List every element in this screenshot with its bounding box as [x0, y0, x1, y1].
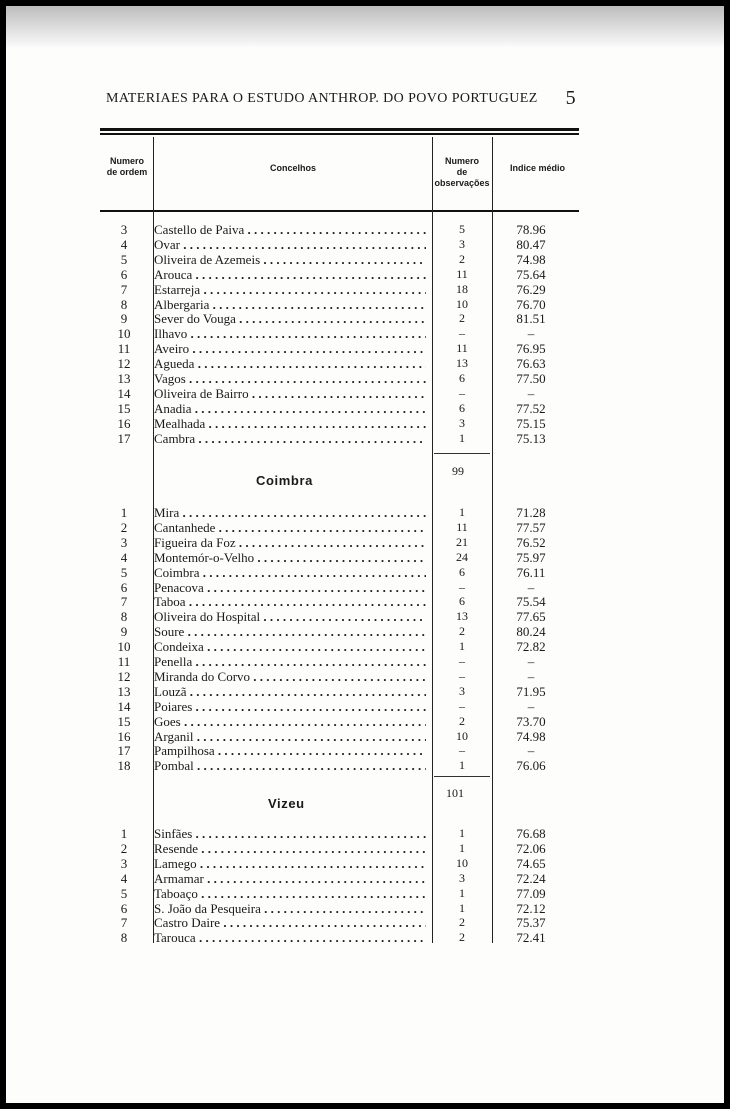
- observations-count: 2: [459, 624, 465, 639]
- row-number: 13: [117, 371, 131, 386]
- concelho-name: Oliveira de Azemeis . . .: [154, 252, 426, 267]
- row-number: 2: [120, 840, 128, 856]
- concelho-name: Ovar . . .: [154, 237, 426, 252]
- subtotal-rule: [434, 453, 490, 454]
- row-number: 5: [120, 251, 128, 267]
- mean-index: –: [527, 654, 535, 669]
- row-number: 4: [120, 236, 128, 252]
- table-top-rule: [100, 128, 579, 131]
- table-row: [100, 252, 579, 267]
- concelho-name: Cantanhede . . .: [154, 520, 426, 535]
- table-row: [100, 639, 579, 654]
- table-row: [100, 505, 579, 520]
- concelho-name: Pampilhosa . . .: [154, 743, 426, 758]
- mean-index: 80.47: [516, 236, 546, 252]
- mean-index: 75.97: [516, 549, 546, 565]
- table-row: [100, 669, 579, 684]
- col-header-observacoes-line1: Numero: [444, 156, 479, 166]
- concelho-name: Penella . . .: [154, 654, 426, 669]
- table-row: [100, 267, 579, 282]
- table-row: [100, 282, 579, 297]
- concelho-name: Tarouca . . .: [154, 930, 426, 945]
- row-number: 9: [120, 311, 128, 327]
- mean-index: 77.57: [516, 519, 546, 535]
- concelho-name: Figueira da Foz . . .: [154, 535, 426, 550]
- observations-count: –: [459, 743, 465, 758]
- observations-count: 6: [459, 371, 465, 385]
- mean-index: 80.24: [516, 624, 546, 640]
- concelho-name: Armamar . . .: [154, 871, 426, 886]
- table-row: [100, 386, 579, 401]
- table-row: [100, 901, 579, 916]
- observations-count: 2: [459, 930, 465, 945]
- observations-count: 6: [459, 400, 465, 415]
- concelho-name: Lamego . . .: [154, 856, 426, 871]
- row-number: 13: [117, 683, 131, 699]
- mean-index: –: [527, 698, 535, 714]
- mean-index: 75.64: [516, 266, 546, 282]
- observations-count: 11: [456, 519, 468, 534]
- concelho-name: Montemór-o-Velho . . .: [154, 550, 426, 565]
- observations-count: 2: [459, 713, 465, 728]
- table-row: [100, 371, 579, 386]
- table-row: [100, 758, 579, 773]
- row-number: 14: [117, 698, 131, 714]
- observations-count: 1: [459, 826, 465, 840]
- table-row: [100, 326, 579, 341]
- row-number: 6: [120, 266, 128, 282]
- row-number: 10: [117, 326, 131, 342]
- concelho-name: Albergaria . . .: [154, 297, 426, 312]
- observations-count: 13: [456, 356, 468, 371]
- row-number: 12: [117, 356, 131, 372]
- observations-count: 10: [456, 855, 468, 870]
- table-row: [100, 237, 579, 252]
- row-number: 7: [120, 281, 128, 297]
- observations-count: 1: [459, 758, 465, 773]
- concelho-name: Ilhavo . . .: [154, 326, 426, 341]
- observations-count: 5: [459, 222, 465, 236]
- observations-count: 10: [456, 296, 468, 311]
- table-row: [100, 416, 579, 431]
- concelho-name: Anadia . . .: [154, 401, 426, 416]
- concelho-name: Agueda . . .: [154, 356, 426, 371]
- mean-index: –: [527, 326, 535, 342]
- mean-index: –: [527, 579, 535, 595]
- table-row: [100, 297, 579, 312]
- concelho-name: Arouca . . .: [154, 267, 426, 282]
- mean-index: 75.15: [516, 415, 546, 431]
- observations-count: 3: [459, 236, 465, 251]
- table-row: [100, 729, 579, 744]
- row-number: 16: [117, 728, 131, 744]
- table-row: [100, 431, 579, 446]
- mean-index: 76.11: [516, 564, 546, 580]
- row-number: 11: [117, 341, 131, 357]
- observations-count: 3: [459, 415, 465, 430]
- mean-index: 76.95: [516, 341, 546, 357]
- mean-index: 72.82: [516, 639, 546, 655]
- observations-count: –: [459, 668, 465, 683]
- scan-shadow: [6, 6, 724, 48]
- row-number: 6: [120, 900, 128, 916]
- row-number: 6: [120, 579, 128, 595]
- table-top-rule-thin: [100, 133, 579, 135]
- row-number: 8: [120, 930, 128, 946]
- observations-count: 1: [459, 505, 465, 519]
- concelho-name: Oliveira do Hospital . . .: [154, 609, 426, 624]
- row-number: 5: [120, 885, 128, 901]
- table-row: [100, 684, 579, 699]
- mean-index: 77.09: [516, 885, 546, 901]
- concelho-name: Vagos . . .: [154, 371, 426, 386]
- row-number: 15: [117, 400, 131, 416]
- mean-index: 72.24: [516, 870, 546, 886]
- observations-count: 6: [459, 594, 465, 609]
- observations-count: 13: [456, 609, 468, 624]
- concelho-name: Estarreja . . .: [154, 282, 426, 297]
- mean-index: 76.29: [516, 281, 546, 297]
- table-row: [100, 580, 579, 595]
- mean-index: 74.98: [516, 251, 546, 267]
- row-number: 7: [120, 915, 128, 931]
- table-row: [100, 714, 579, 729]
- mean-index: 71.28: [516, 505, 546, 520]
- col-header-observacoes: [432, 156, 492, 189]
- document-page: [6, 6, 724, 1103]
- running-header: [106, 89, 576, 113]
- concelho-name: Coimbra . . .: [154, 565, 426, 580]
- observations-count: 1: [459, 840, 465, 855]
- mean-index: 75.54: [516, 594, 546, 610]
- observations-count: 3: [459, 683, 465, 698]
- mean-index: 77.52: [516, 400, 546, 416]
- concelho-name: Condeixa . . .: [154, 639, 426, 654]
- concelho-name: Cambra . . .: [154, 431, 426, 446]
- concelho-name: Mira . . .: [154, 505, 426, 520]
- observations-count: 1: [459, 900, 465, 915]
- observations-count: 2: [459, 915, 465, 930]
- row-number: 4: [120, 870, 128, 886]
- concelho-name: Sinfães . . .: [154, 826, 426, 841]
- row-number: 17: [117, 743, 131, 759]
- concelho-name: Pombal . . .: [154, 758, 426, 773]
- row-number: 18: [117, 758, 131, 774]
- concelho-name: Penacova . . .: [154, 580, 426, 595]
- mean-index: 75.13: [516, 430, 546, 446]
- table-row: [100, 624, 579, 639]
- col-header-concelhos: Concelhos: [269, 163, 316, 173]
- table-row: [100, 915, 579, 930]
- header-bottom-rule: [100, 210, 579, 212]
- table-row: [100, 841, 579, 856]
- mean-index: 74.98: [516, 728, 546, 744]
- group2-total: 101: [446, 786, 464, 800]
- row-number: 5: [120, 564, 128, 580]
- concelho-name: Resende . . .: [154, 841, 426, 856]
- mean-index: 76.70: [516, 296, 546, 312]
- row-number: 9: [120, 624, 128, 640]
- mean-index: 72.12: [516, 900, 546, 916]
- concelho-name: Oliveira de Bairro . . .: [154, 386, 426, 401]
- observations-count: 11: [456, 341, 468, 356]
- col-header-numero-ordem: [100, 156, 154, 178]
- observations-count: 1: [459, 430, 465, 445]
- row-number: 3: [120, 855, 128, 871]
- concelho-name: Castello de Paiva . . .: [154, 222, 426, 237]
- table-row: [100, 535, 579, 550]
- row-number: 1: [120, 826, 128, 841]
- mean-index: 72.06: [516, 840, 546, 856]
- observations-count: –: [459, 698, 465, 713]
- observations-count: 10: [456, 728, 468, 743]
- row-number: 1: [120, 505, 128, 520]
- table-row: [100, 565, 579, 580]
- table-row: [100, 856, 579, 871]
- concelho-name: Aveiro . . .: [154, 341, 426, 356]
- table-row: [100, 550, 579, 565]
- table-row: [100, 699, 579, 714]
- row-number: 16: [117, 415, 131, 431]
- table-row: [100, 743, 579, 758]
- section-title-coimbra: Coimbra: [256, 473, 313, 488]
- table-row: [100, 654, 579, 669]
- concelho-name: Mealhada . . .: [154, 416, 426, 431]
- mean-index: 71.95: [516, 683, 546, 699]
- row-number: 4: [120, 549, 128, 565]
- mean-index: –: [527, 385, 535, 401]
- mean-index: 78.96: [516, 222, 546, 237]
- table-row: [100, 594, 579, 609]
- mean-index: 76.52: [516, 534, 546, 550]
- row-number: 8: [120, 296, 128, 312]
- table-row: [100, 356, 579, 371]
- table-row: [100, 871, 579, 886]
- table-row: [100, 886, 579, 901]
- table-row: [100, 520, 579, 535]
- table-row: [100, 311, 579, 326]
- mean-index: 76.06: [516, 758, 546, 774]
- col-header-indice: Indice médio: [509, 163, 565, 173]
- concelho-name: Taboaço . . .: [154, 886, 426, 901]
- observations-count: 24: [456, 549, 468, 564]
- group1-total: 99: [452, 464, 464, 478]
- table-row: [100, 609, 579, 624]
- table-row: [100, 341, 579, 356]
- col-header-numero-ordem-line2: de ordem: [106, 167, 148, 177]
- col-header-numero-ordem-line1: Numero: [109, 156, 144, 166]
- subtotal-rule: [434, 776, 490, 777]
- concelho-name: Sever do Vouga . . .: [154, 311, 426, 326]
- observations-count: 1: [459, 885, 465, 900]
- mean-index: –: [527, 668, 535, 684]
- table-row: [100, 401, 579, 416]
- observations-count: 11: [456, 266, 468, 281]
- table-row: [100, 930, 579, 945]
- mean-index: 75.37: [516, 915, 546, 931]
- observations-count: 6: [459, 564, 465, 579]
- mean-index: 72.41: [516, 930, 546, 946]
- row-number: 14: [117, 385, 131, 401]
- observations-count: 18: [456, 281, 468, 296]
- observations-count: –: [459, 326, 465, 341]
- observations-count: 2: [459, 311, 465, 326]
- mean-index: 81.51: [516, 311, 546, 327]
- observations-count: 1: [459, 639, 465, 654]
- mean-index: 77.65: [516, 609, 546, 625]
- table-row: [100, 222, 579, 237]
- concelho-name: Arganil . . .: [154, 729, 426, 744]
- concelho-name: Miranda do Corvo . . .: [154, 669, 426, 684]
- row-number: 11: [117, 654, 131, 669]
- row-number: 15: [117, 713, 131, 729]
- col-header-observacoes-line2: de observações: [434, 167, 490, 188]
- row-number: 3: [120, 534, 128, 550]
- observations-count: 2: [459, 251, 465, 266]
- row-number: 2: [120, 519, 128, 535]
- row-number: 17: [117, 430, 131, 446]
- mean-index: 73.70: [516, 713, 546, 729]
- section-title-vizeu: Vizeu: [268, 796, 305, 811]
- concelho-name: S. João da Pesqueira . . .: [154, 901, 426, 916]
- concelho-name: Poiares . . .: [154, 699, 426, 714]
- observations-count: 21: [456, 534, 468, 549]
- observations-count: 3: [459, 870, 465, 885]
- header-title: MATERIAES PARA O ESTUDO ANTHROP. DO POVO PORTUGUEZ: [106, 91, 538, 106]
- concelho-name: Soure . . .: [154, 624, 426, 639]
- row-number: 12: [117, 668, 131, 684]
- table-row: [100, 826, 579, 841]
- observations-count: –: [459, 654, 465, 668]
- row-number: 10: [117, 639, 131, 655]
- mean-index: –: [527, 743, 535, 759]
- concelho-name: Castro Daire . . .: [154, 915, 426, 930]
- mean-index: 76.68: [516, 826, 546, 841]
- mean-index: 76.63: [516, 356, 546, 372]
- observations-count: –: [459, 385, 465, 400]
- row-number: 3: [120, 222, 128, 237]
- concelho-name: Goes . . .: [154, 714, 426, 729]
- concelho-name: Taboa . . .: [154, 594, 426, 609]
- page-number: 5: [565, 87, 576, 109]
- mean-index: 77.50: [516, 371, 546, 386]
- mean-index: 74.65: [516, 855, 546, 871]
- row-number: 7: [120, 594, 128, 610]
- row-number: 8: [120, 609, 128, 625]
- concelho-name: Louzã . . .: [154, 684, 426, 699]
- observations-count: –: [459, 579, 465, 594]
